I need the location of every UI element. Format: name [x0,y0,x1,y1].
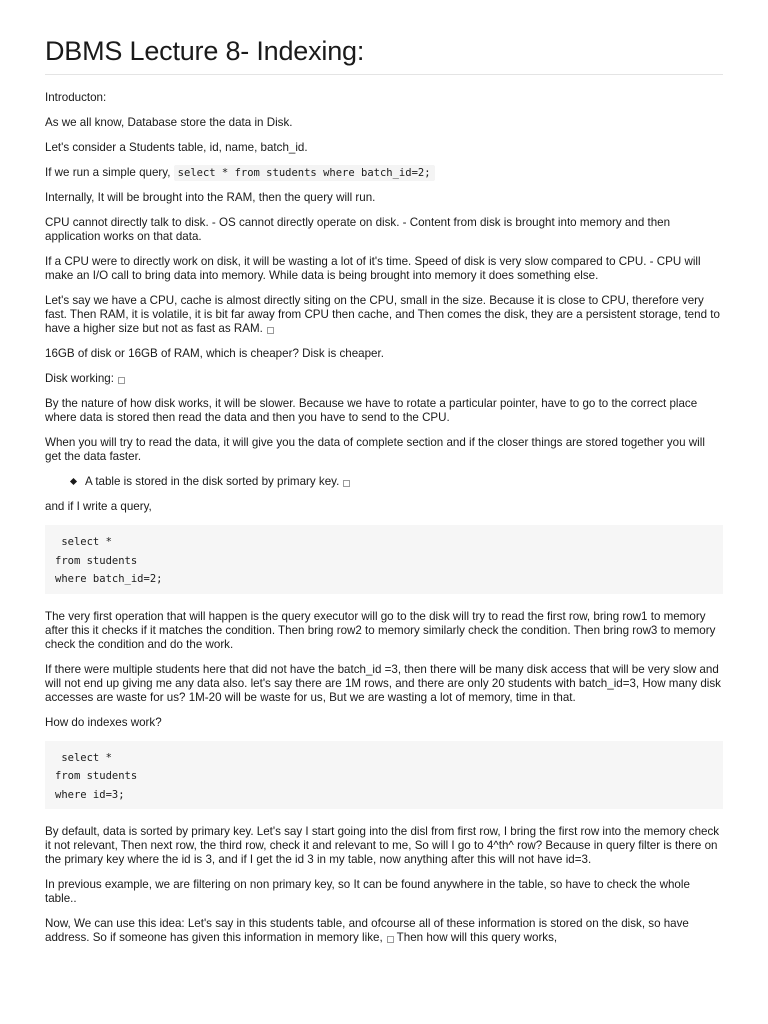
broken-image-icon [267,327,274,334]
bullet-list [45,475,723,489]
paragraph-disk-working [45,372,723,386]
broken-image-icon [387,936,394,943]
paragraph-cheaper: 16GB of disk or 16GB of RAM, which is cheaper? Disk is cheaper. [45,347,384,360]
document-body [45,91,723,945]
list-item [85,475,723,489]
paragraph-cpu-disk: CPU cannot directly talk to disk. - OS cannot directly operate on disk. - Content from disk is brought into memory and then application works on that data. [45,216,671,243]
memory-hierarchy-text: Let's say we have a CPU, cache is almost directly siting on the CPU, small in the size. Because it is close to CPU, therefore very fast. Then RAM, it is volatile, it is bit far away from CPU then cache, and Then comes the disk, they are a persistent storage, tend to have a higher size but not as fast as RAM. [45,294,720,335]
inline-code-query: select * from students where batch_id=2; [174,165,435,181]
code-block-batch-query: select * from students where batch_id=2; [45,525,723,594]
code-block-id-query: select * from students where id=3; [45,741,723,810]
list-item-text: A table is stored in the disk sorted by primary key. [85,475,340,488]
broken-image-icon [118,377,125,384]
paragraph-indexes-question: How do indexes work? [45,715,162,729]
paragraph-ram: Internally, It will be brought into the RAM, then the query will run. [45,191,376,204]
paragraph-previous-example: In previous example, we are filtering on non primary key, so It can be found anywhere in the table, so have to check the whole table.. [45,878,690,905]
broken-image-icon [343,480,350,487]
paragraph-query-executor: The very first operation that will happen is the query executor will go to the disk will try to read the first row, bring row1 to memory after this it checks if it matches the condition. Then bring row2 to memory similarly check the condition. Then bring row3 to memory check the condition and do the work. [45,609,716,651]
paragraph-database-disk: As we all know, Database store the data in Disk. [45,116,293,129]
paragraph-primary-key: By default, data is sorted by primary key. Let's say I start going into the disl from first row, I bring the first row into the memory check it not relevant, Then next row, the third row, check it and relevant to me, So will I go to 4^th^ row? Because in query filter is there on the primary key where the id is 3, and if I get the id 3 in my table, now anything after this will not have id=3. [45,825,720,866]
paragraph-disk-access: If there were multiple students here that did not have the batch_id =3, then there will be many disk access that will be very slow and will not end up giving me any data also. let's say there are 1M rows, and there are only 20 students with batch_id=3, How many disk accesses are waste for us? 1M-20 will be waste for us, But we are wasting a lot of memory, time in that. [45,662,721,704]
paragraph-write-query: and if I write a query, [45,500,152,513]
disk-working-text: Disk working: [45,372,114,385]
paragraph-idea [45,917,723,945]
paragraph-memory-hierarchy [45,294,723,336]
idea-text-end: Then how will this query works, [393,931,558,944]
paragraph-disk-nature: By the nature of how disk works, it will be slower. Because we have to rotate a particular pointer, have to go to the correct place where data is stored then read the data and then you have to send to the CPU. [45,397,698,424]
paragraph-intro: Introducton: [45,91,107,104]
paragraph-cpu-speed: If a CPU were to directly work on disk, it will be wasting a lot of it's time. Speed of disk is very slow compared to CPU. - CPU will make an I/O call to bring data into memory. While data is being brought into memory it does something else. [45,255,701,282]
page-title: DBMS Lecture 8- Indexing: [45,36,723,75]
idea-text: Now, We can use this idea: Let's say in this students table, and ofcourse all of these information is stored on the disk, so have address. So if someone has given this information in memory like, [45,917,689,944]
simple-query-text: If we run a simple query, [45,166,174,179]
paragraph-students-table: Let's consider a Students table, id, name, batch_id. [45,141,308,154]
paragraph-simple-query [45,166,723,180]
paragraph-read-data: When you will try to read the data, it will give you the data of complete section and if the closer things are stored together you will get the data faster. [45,436,705,463]
